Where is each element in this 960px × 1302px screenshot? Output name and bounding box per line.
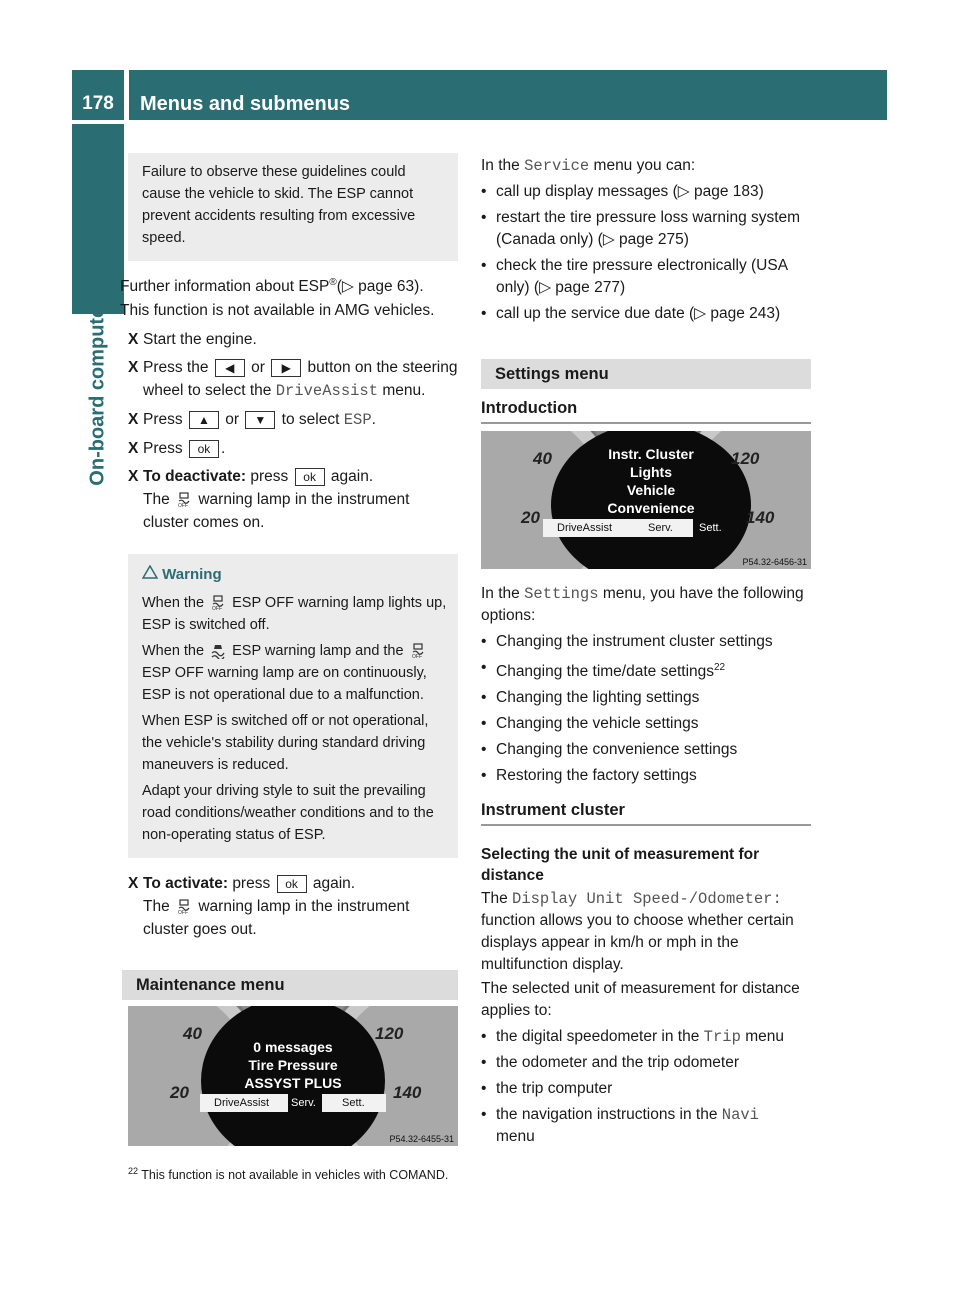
step-arrow-icon: X (128, 331, 139, 349)
step-bold: To activate: (143, 875, 228, 893)
step-arrow-icon: X (128, 411, 139, 429)
image-code: P54.32-6455-31 (389, 1134, 454, 1144)
step-text: again. (330, 468, 374, 486)
menu-name: Settings (524, 585, 599, 603)
image-code: P54.32-6456-31 (742, 557, 807, 567)
warning-text: ESP OFF warning lamp are on continuously, ESP is not operational due to a malfunction. (142, 665, 427, 704)
page-title: Menus and submenus (129, 70, 887, 120)
dial-label-20: 20 (521, 508, 540, 527)
step-arrow-icon: X (128, 468, 139, 486)
list-item-text: the odometer and the trip odometer (496, 1054, 739, 1072)
list-item (481, 1104, 811, 1148)
bullet: • (481, 689, 487, 707)
step-press-ok (128, 437, 458, 460)
display-line: Vehicle (626, 482, 676, 498)
instrument-cluster-heading (481, 801, 811, 826)
list-item (481, 1052, 811, 1074)
warning-p2 (142, 640, 448, 706)
step-arrow-icon: X (128, 440, 139, 458)
settings-title: Settings menu (495, 365, 609, 383)
down-key-icon: ▼ (245, 411, 275, 429)
body-text: In the (481, 585, 520, 602)
list-item (481, 181, 811, 203)
esp-off-lamp-icon (211, 595, 225, 611)
maintenance-heading (122, 970, 458, 1000)
display-tab-active: Sett. (699, 522, 722, 534)
maintenance-title: Maintenance menu (136, 976, 285, 994)
dial-label-40: 40 (533, 449, 552, 468)
dial-label-120: 120 (731, 449, 760, 468)
step-text: menu. (382, 382, 426, 400)
step-text: press (250, 468, 289, 486)
step-start (128, 328, 458, 351)
introduction-heading (481, 399, 811, 424)
list-item (481, 765, 811, 787)
step-text: button on the steering wheel to select the (143, 359, 458, 400)
bullet: • (481, 257, 487, 274)
svg-text:OFF: OFF (212, 606, 223, 612)
step-text: The (143, 491, 170, 509)
warning-box (128, 554, 458, 858)
warning-text: ESP OFF warning lamp lights up, ESP is switched off. (142, 595, 447, 634)
step-text: The (143, 898, 170, 916)
list-item-text: restart the tire pressure loss warning system (Canada only) (▷ page 275) (496, 209, 801, 248)
esp-lamp-icon (211, 643, 225, 659)
display-line: 0 messages (253, 1039, 333, 1055)
step-text: Press (143, 411, 183, 429)
bullet: • (481, 1028, 487, 1046)
bullet: • (481, 1054, 487, 1072)
display-tab: DriveAssist (214, 1097, 270, 1109)
body-text: menu, you have the following options: (481, 585, 804, 624)
display-line: ASSYST PLUS (244, 1075, 342, 1091)
settings-list (481, 631, 811, 787)
bullet: • (481, 1106, 487, 1124)
esp-off-lamp-icon (411, 643, 425, 659)
footnote (128, 1166, 448, 1182)
menu-value: ESP (343, 411, 372, 430)
display-tab: DriveAssist (557, 522, 613, 534)
notice-box (128, 153, 458, 261)
info-esp-a: Further information about ESP (120, 278, 330, 296)
bullet: • (481, 305, 487, 322)
list-item-text: Changing the convenience settings (496, 741, 738, 759)
info-esp (120, 271, 458, 299)
service-list (481, 181, 811, 325)
page-number: 178 (72, 70, 124, 120)
esp-off-lamp-icon (177, 899, 191, 915)
display-line: Tire Pressure (248, 1057, 338, 1073)
settings-cluster-image (481, 431, 811, 569)
bullet: • (481, 183, 487, 200)
list-item (481, 303, 811, 325)
settings-heading (481, 359, 811, 389)
side-tab-label-wrap (72, 124, 124, 534)
list-item-text: menu (745, 1028, 784, 1046)
list-item-text: call up the service due date (▷ page 243) (496, 305, 781, 322)
list-item (481, 687, 811, 709)
svg-text:OFF: OFF (178, 503, 189, 509)
dial-label-40: 40 (183, 1024, 202, 1043)
warning-p1 (142, 592, 448, 636)
warning-text: When the (142, 643, 205, 660)
notice-text: Failure to observe these guidelines could cause the vehicle to skid. The ESP cannot prevent accidents resulting from excessive speed. (142, 164, 416, 246)
introduction-title: Introduction (481, 399, 578, 417)
warning-p4: Adapt your driving style to suit the prevailing road conditions/weather conditions and to the non-operating status of ESP. (142, 783, 434, 844)
ok-key-icon: ok (295, 468, 325, 486)
bullet: • (481, 659, 487, 676)
warning-text: When the (142, 595, 205, 612)
step-text: warning lamp in the instrument cluster goes out. (143, 898, 410, 939)
menu-name: Service (524, 157, 590, 175)
menu-name: Trip (703, 1028, 741, 1047)
dial-label-140: 140 (746, 508, 775, 527)
service-intro (481, 155, 811, 177)
ok-key-icon: ok (189, 440, 219, 458)
left-key-icon: ◀ (215, 359, 245, 377)
step-text: press (232, 875, 271, 893)
step-text: Press the (143, 359, 209, 377)
instrument-cluster-title: Instrument cluster (481, 801, 625, 820)
list-item (481, 631, 811, 653)
list-item (481, 1026, 811, 1048)
list-item (481, 1078, 811, 1100)
settings-intro (481, 583, 811, 627)
bullet: • (481, 767, 487, 785)
unit-heading: Selecting the unit of measurement for distance (481, 846, 760, 885)
display-tab-active: Serv. (291, 1097, 316, 1109)
menu-name: DriveAssist (275, 382, 379, 401)
footnote-number: 22 (128, 1166, 139, 1176)
reg-mark: ® (329, 277, 337, 288)
list-item-text: Restoring the factory settings (496, 767, 697, 785)
svg-text:OFF: OFF (178, 910, 189, 916)
step-text: . (220, 440, 226, 458)
step-text: to select (281, 411, 340, 429)
warning-p3: When ESP is switched off or not operational, the vehicle's stability during standard driving maneuvers is reduced. (142, 713, 429, 774)
step-activate (128, 872, 458, 941)
body-text: The (481, 890, 508, 908)
left-column (120, 153, 458, 941)
bullet: • (481, 741, 487, 759)
body-text: In the (481, 157, 520, 174)
step-text: warning lamp in the instrument cluster comes on. (143, 491, 410, 532)
list-item-text: the digital speedometer in the (496, 1028, 700, 1046)
svg-text:OFF: OFF (411, 654, 422, 660)
body-text: function allows you to choose whether certain displays appear in km/h or mph in the multifunction display. (481, 912, 794, 974)
display-tab: Sett. (342, 1097, 365, 1109)
list-item-text: call up display messages (▷ page 183) (496, 183, 764, 200)
step-arrow-icon: X (128, 875, 139, 893)
ok-key-icon: ok (277, 875, 307, 893)
unit-applies: The selected unit of measurement for distance applies to: (481, 980, 800, 1020)
maintenance-cluster-image (128, 1006, 458, 1146)
list-item (481, 739, 811, 761)
warning-heading (142, 564, 448, 586)
list-item-text: Changing the instrument cluster settings (496, 633, 773, 650)
display-line: Lights (630, 464, 672, 480)
list-item-text: the navigation instructions in the (496, 1106, 718, 1124)
unit-list (481, 1026, 811, 1148)
step-text: Start the engine. (143, 331, 257, 349)
info-esp-b: (▷ page 63). (336, 278, 424, 296)
list-item-text: Changing the time/date settings (496, 663, 714, 681)
list-item-text: Changing the vehicle settings (496, 715, 699, 733)
info-amg: This function is not available in AMG vehicles. (120, 302, 435, 320)
step-text: again. (312, 875, 356, 893)
dial-label-140: 140 (393, 1083, 422, 1102)
warning-text: ESP warning lamp and the (232, 643, 404, 660)
display-line: Convenience (607, 500, 695, 516)
warning-title: Warning (162, 566, 222, 584)
unit-text (481, 888, 811, 976)
step-deactivate (128, 465, 458, 534)
bullet: • (481, 633, 487, 650)
display-lines (576, 445, 726, 517)
footnote-text: This function is not available in vehicles with COMAND. (141, 1168, 449, 1183)
esp-off-lamp-icon (177, 492, 191, 508)
step-text: . (371, 411, 376, 429)
footnote-ref: 22 (714, 662, 726, 673)
list-item (481, 207, 811, 251)
up-key-icon: ▲ (189, 411, 219, 429)
step-arrow-icon: X (128, 359, 139, 377)
step-text: Press (143, 440, 183, 458)
step-text: or (225, 411, 240, 429)
warning-triangle-icon (142, 564, 158, 586)
right-column (481, 155, 811, 325)
bullet: • (481, 209, 487, 226)
right-key-icon: ▶ (271, 359, 301, 377)
display-tab: Serv. (648, 522, 673, 534)
bullet: • (481, 715, 487, 733)
list-item (481, 657, 811, 683)
list-item (481, 255, 811, 299)
function-name: Display Unit Speed-/Odometer: (512, 890, 782, 909)
list-item (481, 713, 811, 735)
step-select-esp (128, 408, 458, 432)
list-item-text: menu (496, 1128, 535, 1146)
right-column-lower (481, 583, 811, 1148)
step-select-menu (128, 356, 458, 403)
list-item-text: check the tire pressure electronically (USA only) (▷ page 277) (496, 257, 788, 296)
dial-label-120: 120 (375, 1024, 404, 1043)
side-tab-label: On-board computer and displays (86, 172, 109, 486)
dial-label-20: 20 (170, 1083, 189, 1102)
step-text: or (251, 359, 265, 377)
step-bold: To deactivate: (143, 468, 247, 486)
list-item-text: the trip computer (496, 1080, 613, 1098)
body-text: menu you can: (593, 157, 696, 174)
list-item-text: Changing the lighting settings (496, 689, 700, 707)
menu-name: Navi (721, 1106, 759, 1125)
display-lines (218, 1038, 368, 1092)
display-line: Instr. Cluster (608, 446, 694, 462)
bullet: • (481, 1080, 487, 1098)
